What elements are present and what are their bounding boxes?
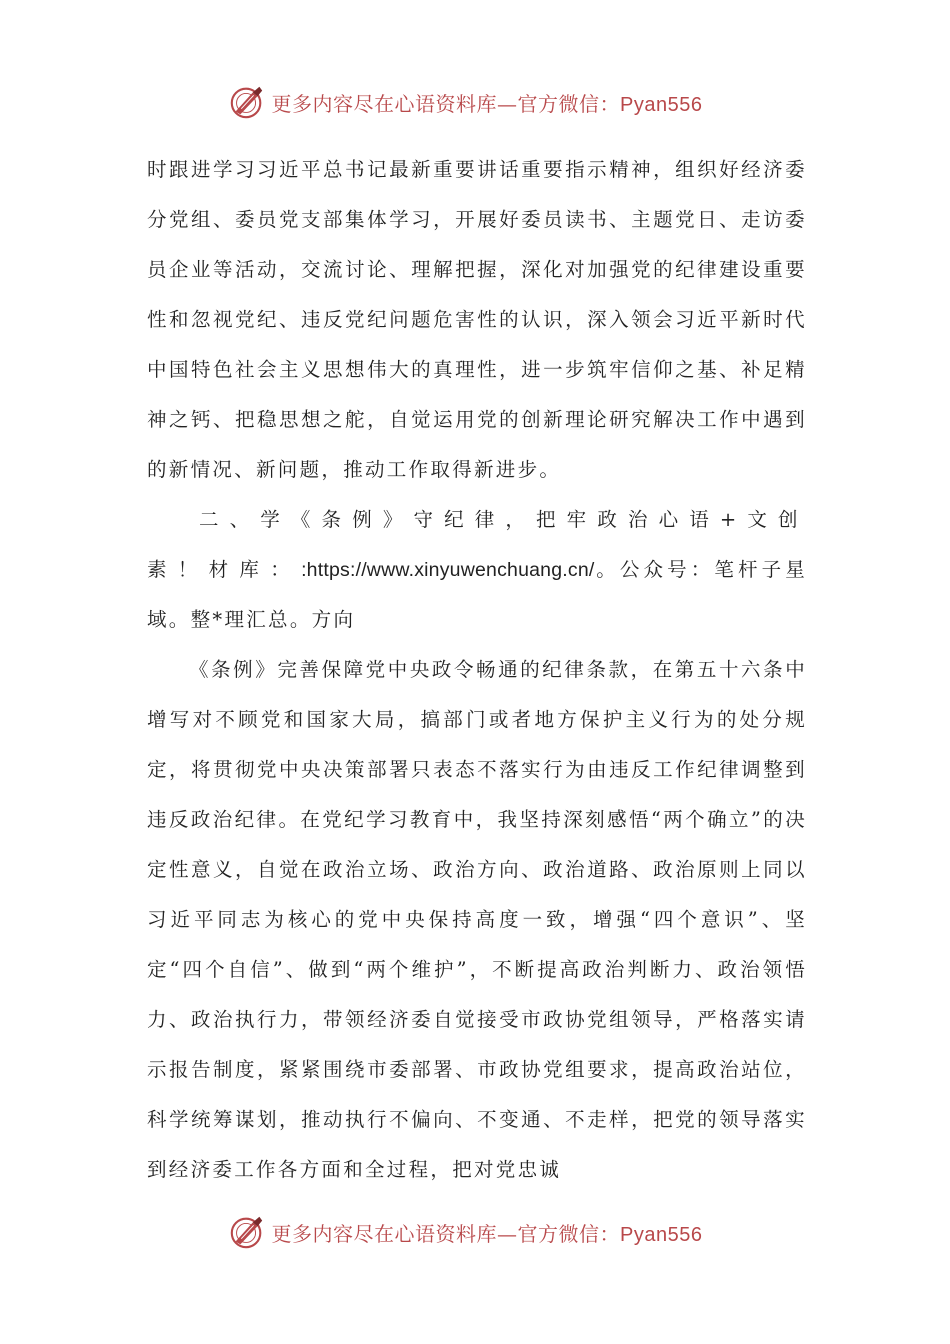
header-watermark-label: 更多内容尽在心语资料库—官方微信： — [271, 91, 621, 116]
header-wechat-id: Pyan556 — [620, 93, 703, 116]
paragraph-2: 《条例》完善保障党中央政令畅通的纪律条款，在第五十六条中增写对不顾党和国家大局，搞部门或者地方保护主义行为的处分规定，将贯彻党中央决策部署只表态不落实行为由违反工作纪律调整到违反政治纪律。在党纪学习教育中，我坚持深刻感悟“两个确立”的决定性意义，自觉在政治立场、政治方向、政治道路、政治原则上同以习近平同志为核心的党中央保持高度一致，增强“四个意识”、坚定“四个自信”、做到“两个维护”，不断提高政治判断力、政治领悟力、政治执行力，带领经济委自觉接受市政协党组领导，严格落实请示报告制度，紧紧围绕市委部署、市政协党组要求，提高政治站位，科学统筹谋划，推动执行不偏向、不变通、不走样，把党的领导落实到经济委工作各方面和全过程，把对党忠诚 — [147, 658, 807, 1181]
pen-nib-logo-icon — [228, 1213, 266, 1251]
footer-watermark-inner — [228, 1213, 703, 1251]
header-watermark — [0, 80, 950, 124]
section-heading-title: 二、学《条例》守纪律，把牢政治心语+文创素！材库： — [147, 508, 807, 581]
section-heading-tail: 。公众号：笔杆子星域。整*理汇总。方向 — [147, 558, 807, 631]
footer-wechat-id: Pyan556 — [620, 1223, 703, 1246]
section-heading-url: :https://www.xinyuwenchuang.cn/ — [301, 559, 595, 581]
header-watermark-inner — [228, 83, 703, 121]
header-watermark-text — [272, 88, 703, 117]
footer-watermark-label: 更多内容尽在心语资料库—官方微信： — [271, 1221, 621, 1246]
document-body — [147, 145, 807, 1195]
paragraph-1: 时跟进学习习近平总书记最新重要讲话重要指示精神，组织好经济委分党组、委员党支部集体学习，开展好委员读书、主题党日、走访委员企业等活动，交流讨论、理解把握，深化对加强党的纪律建设重要性和忽视党纪、违反党纪问题危害性的认识，深入领会习近平新时代中国特色社会主义思想伟大的真理性，进一步筑牢信仰之基、补足精神之钙、把稳思想之舵，自觉运用党的创新理论研究解决工作中遇到的新情况、新问题，推动工作取得新进步。 — [147, 158, 807, 481]
footer-watermark — [0, 1210, 950, 1254]
footer-watermark-text — [272, 1218, 703, 1247]
pen-nib-logo-icon — [228, 83, 266, 121]
section-heading-2 — [147, 495, 807, 645]
